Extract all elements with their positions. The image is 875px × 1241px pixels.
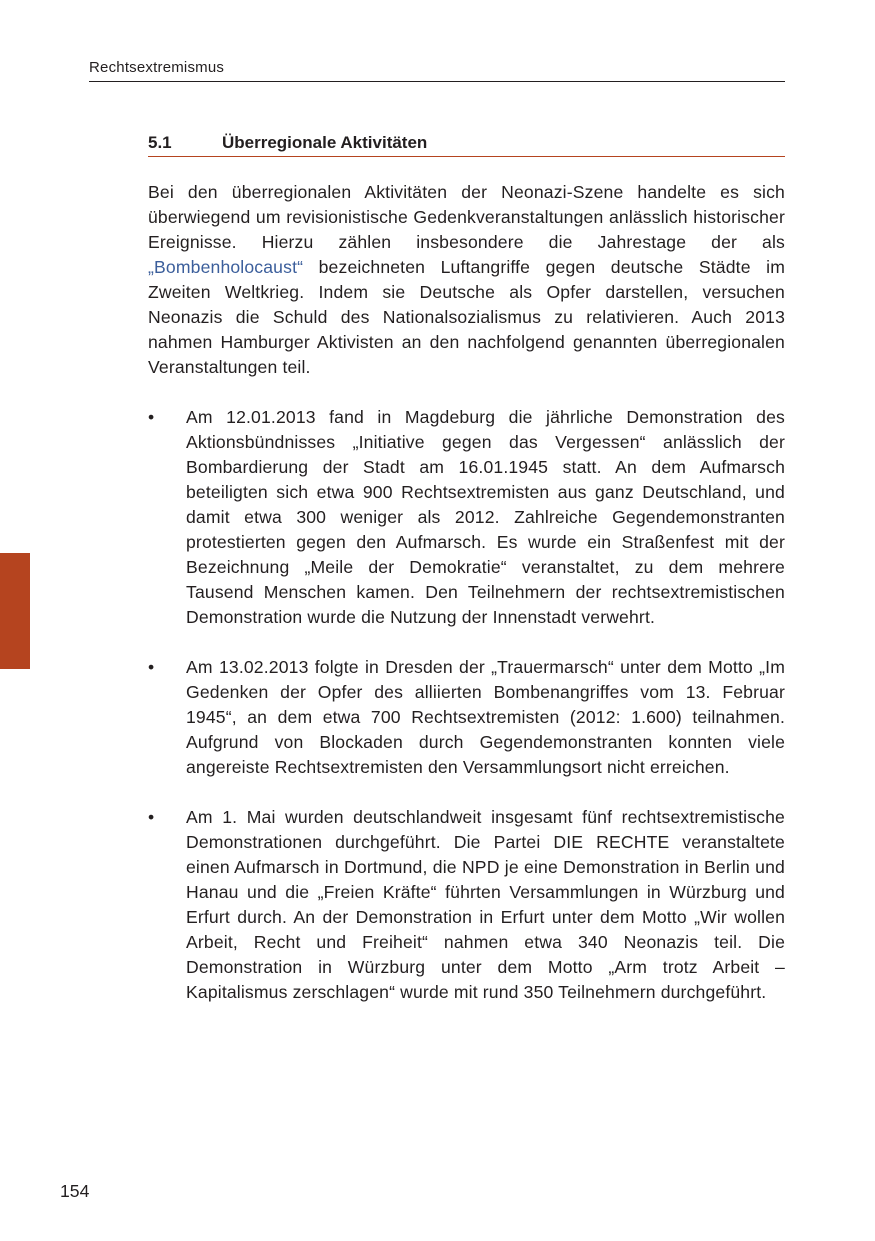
list-item-text: Am 12.01.2013 fand in Magdeburg die jährliche Demonstration des Aktionsbündnisses „Initiative gegen das Vergessen“ anlässlich der Bombardierung der Stadt am 16.01.1945 statt. An dem Aufmarsch beteiligten sich etwa 900 Rechtsextremisten aus ganz Deutschland, und damit etwa 300 weniger als 2012. Zahlreiche Gegendemonstranten protestierten gegen den Aufmarsch. Es wurde ein Straßenfest mit der Bezeichnung „Meile der Demokratie“ veranstaltet, zu dem mehrere Tausend Menschen kamen. Den Teilnehmern der rechtsextremistischen Demonstration wurde die Nutzung der Innenstadt verwehrt. bbox=[186, 407, 785, 627]
bullet-icon: • bbox=[148, 807, 155, 827]
bullet-icon: • bbox=[148, 407, 155, 427]
section-heading bbox=[148, 131, 785, 157]
event-bullet-list bbox=[148, 405, 785, 1030]
running-header bbox=[89, 59, 785, 82]
intro-paragraph bbox=[148, 180, 785, 380]
list-item bbox=[148, 405, 785, 630]
list-item-text: Am 1. Mai wurden deutschlandweit insgesamt fünf rechtsextremistische Demonstrationen durchgeführt. Die Partei DIE RECHTE veranstaltete einen Aufmarsch in Dortmund, die NPD je eine Demonstration in Berlin und Hanau und die „Freien Kräfte“ führten Versammlungen in Würzburg und Erfurt durch. An der Demonstration in Erfurt unter dem Motto „Wir wollen Arbeit, Recht und Freiheit“ nahmen etwa 340 Neonazis teil. Die Demonstration in Würzburg unter dem Motto „Arm trotz Arbeit – Kapitalismus zerschlagen“ wurde mit rund 350 Teilnehmern durchgeführt. bbox=[186, 807, 785, 1002]
section-title: Überregionale Aktivitäten bbox=[222, 133, 428, 152]
intro-text-part1: Bei den überregionalen Aktivitäten der Neonazi-Szene handelte es sich überwiegend um revisionistische Gedenkveranstaltungen anlässlich historischer Ereignisse. Hierzu zählen insbesondere die Jahrestage der als bbox=[148, 182, 785, 252]
bullet-icon: • bbox=[148, 657, 155, 677]
chapter-side-marker bbox=[0, 553, 30, 669]
running-header-title: Rechtsextremismus bbox=[89, 59, 225, 76]
page-number: 154 bbox=[60, 1181, 90, 1201]
bombenholocaust-link[interactable]: „Bombenholocaust“ bbox=[148, 257, 304, 277]
section-number: 5.1 bbox=[148, 133, 172, 152]
list-item bbox=[148, 655, 785, 780]
list-item bbox=[148, 805, 785, 1005]
intro-text-part2: bezeichneten Luftangriffe gegen deutsche Städte im Zweiten Weltkrieg. Indem sie Deutsche als Opfer darstellen, versuchen Neonazis die Schuld des Nationalsozialismus zu relativieren. Auch 2013 nahmen Hamburger Aktivisten an den nachfolgend genannten überregionalen Veranstaltungen teil. bbox=[148, 257, 785, 377]
list-item-text: Am 13.02.2013 folgte in Dresden der „Trauermarsch“ unter dem Motto „Im Gedenken der Opfer des alliierten Bombenangriffes vom 13. Februar 1945“, an dem etwa 700 Rechtsextremisten (2012: 1.600) teilnahmen. Aufgrund von Blockaden durch Gegendemonstranten konnten viele angereiste Rechtsextremisten den Versammlungsort nicht erreichen. bbox=[186, 657, 785, 777]
